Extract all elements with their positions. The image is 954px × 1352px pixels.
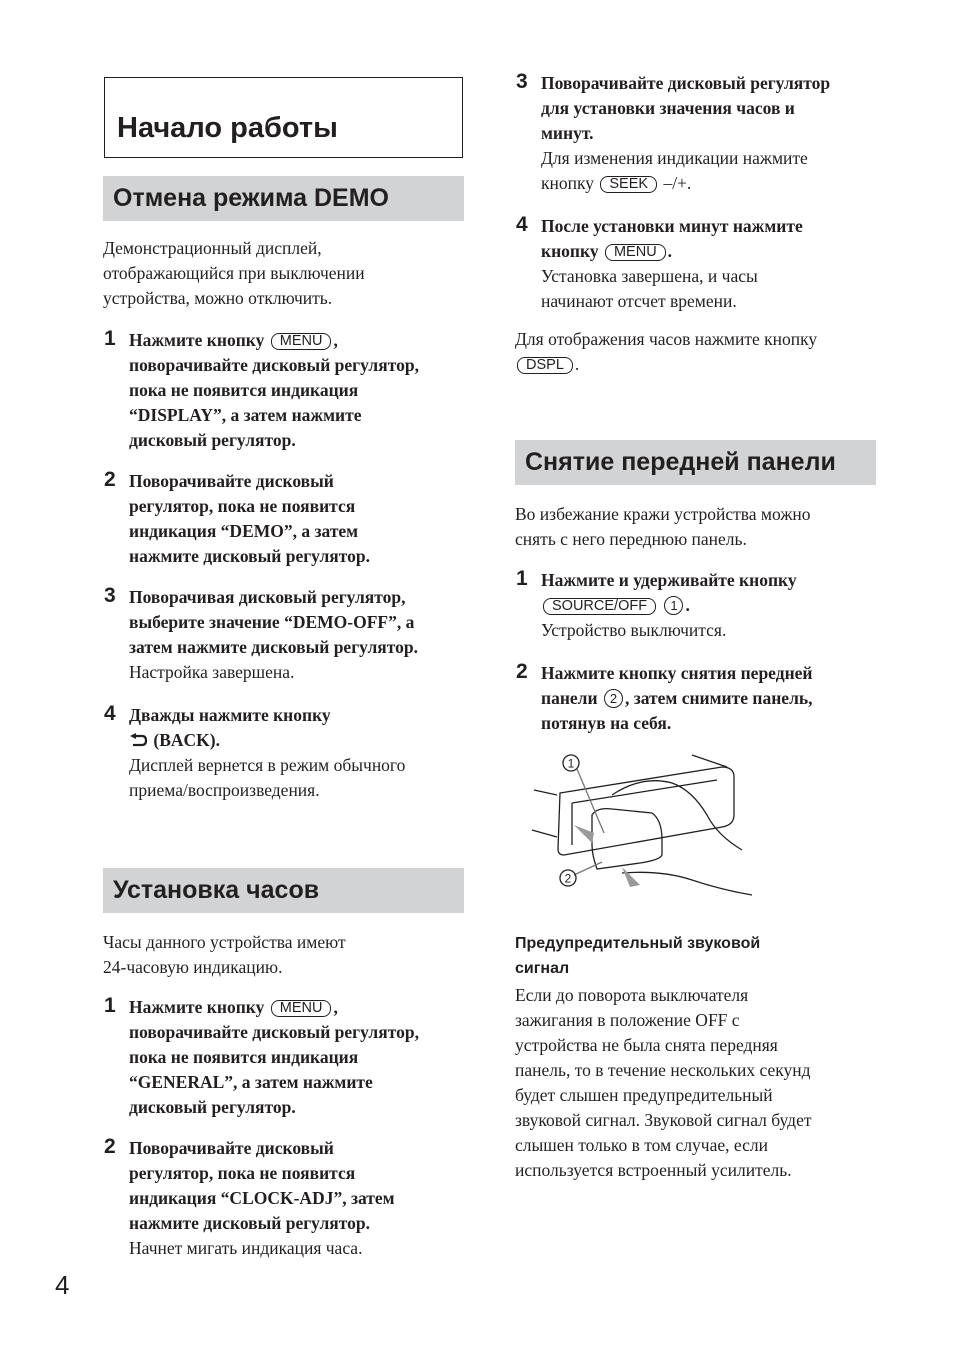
text-line <box>103 930 346 955</box>
text-line <box>103 261 365 286</box>
text-line <box>129 660 418 685</box>
text-line <box>541 264 803 289</box>
text: используется встроенный усилитель. <box>515 1160 792 1180</box>
text: . <box>685 595 690 615</box>
text: Дисплей вернется в режим обычного <box>129 755 406 775</box>
demo-step-4 <box>104 702 406 803</box>
text-line <box>541 121 830 146</box>
text-line <box>129 585 418 610</box>
text: панели <box>541 688 602 708</box>
text: дисковый регулятор. <box>129 430 296 450</box>
text-line <box>129 1095 419 1120</box>
text: потянув на себя. <box>541 713 672 733</box>
illustration-label-2: 2 <box>564 871 572 886</box>
text: (BACK). <box>149 730 220 750</box>
text: Поворачивайте дисковый <box>129 471 334 491</box>
step-number: 2 <box>516 660 528 683</box>
text-line <box>541 96 830 121</box>
text: Для отображения часов нажмите кнопку <box>515 329 818 349</box>
button-label-seek: SEEK <box>600 176 657 193</box>
text-line <box>129 1161 395 1186</box>
text: пока не появится индикация <box>129 380 359 400</box>
text: Демонстрационный дисплей, <box>103 238 322 258</box>
text-line <box>515 502 811 527</box>
text-line <box>129 1211 395 1236</box>
text-line <box>541 289 803 314</box>
text-line <box>129 469 370 494</box>
section-heading-demo: Отмена режима DEMO <box>103 176 464 221</box>
text-line <box>541 618 797 643</box>
text: снять с него переднюю панель. <box>515 529 747 549</box>
demo-step-3 <box>104 584 418 685</box>
text: Во избежание кражи устройства можно <box>515 504 811 524</box>
button-label-menu: MENU <box>271 1000 332 1017</box>
text: Начнет мигать индикация часа. <box>129 1238 363 1258</box>
text-line <box>541 711 813 736</box>
demo-step-2 <box>104 468 370 569</box>
text-line <box>129 1136 395 1161</box>
text-line <box>515 327 817 352</box>
callout-number: 1 <box>664 596 683 615</box>
panel-step-1 <box>516 567 797 643</box>
text-line <box>129 1045 419 1070</box>
step-number: 2 <box>104 468 116 491</box>
text-line <box>515 527 811 552</box>
text: Часы данного устройства имеют <box>103 932 346 952</box>
text: устройства не была снята передняя <box>515 1035 778 1055</box>
text-line <box>129 378 419 403</box>
text: , <box>333 330 338 350</box>
text-line <box>129 494 370 519</box>
warning-text <box>515 983 812 1183</box>
text: “DISPLAY”, а затем нажмите <box>129 405 362 425</box>
text-line <box>103 236 365 261</box>
clock-step-3 <box>516 70 831 196</box>
clock-footer <box>515 327 817 377</box>
text-line <box>541 568 797 593</box>
text-line <box>129 328 419 353</box>
text: Поворачивая дисковый регулятор, <box>129 587 406 607</box>
text: зажигания в положение OFF с <box>515 1010 740 1030</box>
text: поворачивайте дисковый регулятор, <box>129 1022 419 1042</box>
clock-intro <box>103 930 346 980</box>
text: . <box>667 241 673 261</box>
text-line <box>515 1033 812 1058</box>
text: регулятор, пока не появится <box>129 1163 356 1183</box>
text: Устройство выключится. <box>541 620 727 640</box>
demo-step-1 <box>104 327 419 453</box>
back-icon <box>129 730 149 750</box>
text-line <box>129 995 419 1020</box>
text: , затем снимите панель, <box>624 688 813 708</box>
text: индикация “DEMO”, а затем <box>129 521 359 541</box>
text: панель, то в течение нескольких секунд <box>515 1060 811 1080</box>
text-line <box>129 544 370 569</box>
text: пока не появится индикация <box>129 1047 359 1067</box>
text: . <box>574 354 580 374</box>
clock-step-2 <box>104 1135 395 1261</box>
text-line <box>541 239 803 264</box>
text-line <box>129 635 418 660</box>
text-line <box>515 1158 812 1183</box>
text: минут. <box>541 123 594 143</box>
text: для установки значения часов и <box>541 98 795 118</box>
step-number: 4 <box>104 702 116 725</box>
front-panel-removal-illustration <box>522 745 758 900</box>
step-number: 1 <box>516 567 528 590</box>
text-line <box>129 1020 419 1045</box>
text: будет слышен предупредительный <box>515 1085 773 1105</box>
text-line <box>541 214 803 239</box>
text-line <box>515 1133 812 1158</box>
section-heading-clock: Установка часов <box>103 868 464 913</box>
text-line <box>541 593 797 618</box>
text: сигнал <box>515 960 570 977</box>
text: дисковый регулятор. <box>129 1097 296 1117</box>
text: начинают отсчет времени. <box>541 291 737 311</box>
text-line <box>541 686 813 711</box>
text-line <box>129 1236 395 1261</box>
text: выберите значение “DEMO-OFF”, а <box>129 612 415 632</box>
text-line <box>129 728 405 753</box>
text-line <box>541 71 830 96</box>
text: , <box>333 997 338 1017</box>
step-number: 1 <box>104 994 116 1017</box>
text-line <box>129 1186 395 1211</box>
text: Поворачивайте дисковый регулятор <box>541 73 831 93</box>
text-line <box>103 286 365 311</box>
text-line <box>129 353 419 378</box>
text-line <box>129 753 405 778</box>
clock-step-4 <box>516 213 803 314</box>
text: нажмите дисковый регулятор. <box>129 1213 370 1233</box>
text: регулятор, пока не появится <box>129 496 356 516</box>
button-label-menu: MENU <box>605 244 666 261</box>
text: Нажмите кнопку снятия передней <box>541 663 813 683</box>
warning-heading <box>515 931 760 981</box>
text: Для изменения индикации нажмите <box>541 148 808 168</box>
text: –/+. <box>659 173 692 193</box>
panel-intro <box>515 502 811 552</box>
text: поворачивайте дисковый регулятор, <box>129 355 419 375</box>
text: Поворачивайте дисковый <box>129 1138 334 1158</box>
text: приема/воспроизведения. <box>129 780 320 800</box>
text <box>658 595 662 615</box>
text-line <box>129 403 419 428</box>
step-number: 3 <box>104 584 116 607</box>
text-line <box>129 703 405 728</box>
text: нажмите дисковый регулятор. <box>129 546 370 566</box>
text: Дважды нажмите кнопку <box>129 705 331 725</box>
page-title-box <box>104 77 463 158</box>
text-line <box>515 1108 812 1133</box>
button-label-menu: MENU <box>271 333 332 350</box>
text: Нажмите и удерживайте кнопку <box>541 570 797 590</box>
step-number: 2 <box>104 1135 116 1158</box>
text: Предупредительный звуковой <box>515 935 761 952</box>
text-line <box>515 1083 812 1108</box>
text: звуковой сигнал. Звуковой сигнал будет <box>515 1110 812 1130</box>
step-number: 1 <box>104 327 116 350</box>
text-line <box>129 610 418 635</box>
text-line <box>129 778 405 803</box>
step-number: 4 <box>516 213 528 236</box>
text: “GENERAL”, а затем нажмите <box>129 1072 373 1092</box>
text: Нажмите кнопку <box>129 330 269 350</box>
text-line <box>541 146 830 171</box>
text-line <box>129 428 419 453</box>
illustration-label-1: 1 <box>567 756 575 771</box>
text: устройства, можно отключить. <box>103 288 333 308</box>
text: Установка завершена, и часы <box>541 266 758 286</box>
button-label-source-off: SOURCE/OFF <box>543 598 656 615</box>
text-line <box>515 1008 812 1033</box>
text: Нажмите кнопку <box>129 997 269 1017</box>
demo-intro <box>103 236 365 311</box>
callout-number: 2 <box>604 689 623 708</box>
text-line <box>515 956 760 981</box>
text-line <box>103 955 346 980</box>
page-title: Начало работы <box>117 112 338 144</box>
text-line <box>515 983 812 1008</box>
panel-step-2 <box>516 660 813 736</box>
text: кнопку <box>541 241 603 261</box>
text: затем нажмите дисковый регулятор. <box>129 637 418 657</box>
text-line <box>129 1070 419 1095</box>
text-line <box>515 1058 812 1083</box>
page-number: 4 <box>55 1270 70 1300</box>
clock-step-1 <box>104 994 419 1120</box>
text-line <box>129 519 370 544</box>
step-number: 3 <box>516 70 528 93</box>
text-line <box>515 352 817 377</box>
text: слышен только в том случае, если <box>515 1135 768 1155</box>
text-line <box>541 171 830 196</box>
section-heading-panel: Снятие передней панели <box>515 440 876 485</box>
text: кнопку <box>541 173 599 193</box>
text: отображающийся при выключении <box>103 263 365 283</box>
text-line <box>515 931 760 956</box>
button-label-dspl: DSPL <box>517 357 573 374</box>
text: Настройка завершена. <box>129 662 295 682</box>
text: 24-часовую индикацию. <box>103 957 283 977</box>
text: индикация “CLOCK-ADJ”, затем <box>129 1188 395 1208</box>
text-line <box>541 661 813 686</box>
text: Если до поворота выключателя <box>515 985 749 1005</box>
text: После установки минут нажмите <box>541 216 803 236</box>
